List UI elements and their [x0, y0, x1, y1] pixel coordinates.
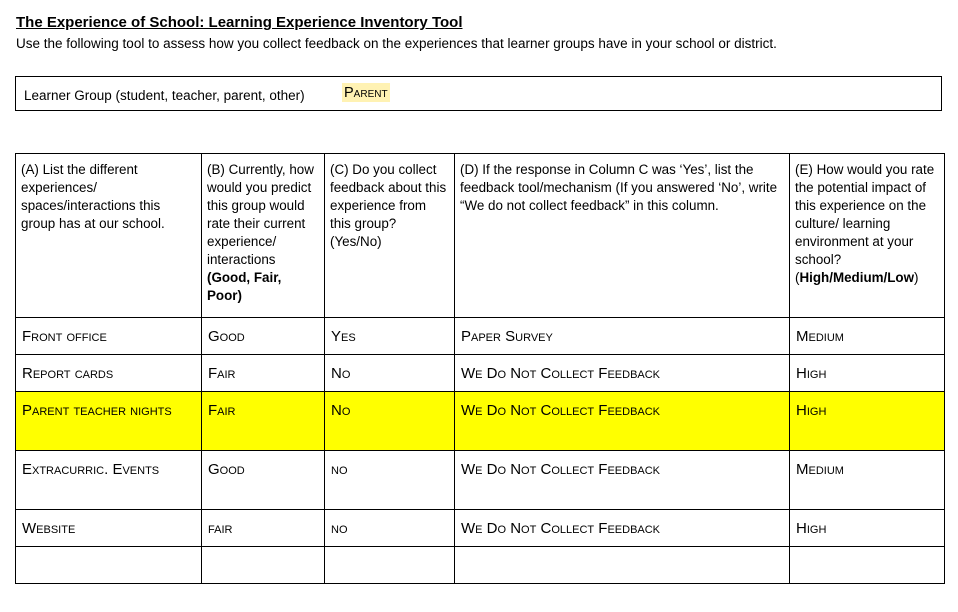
header-col-b-options: (Good, Fair, Poor)	[207, 270, 282, 303]
header-col-d: (D) If the response in Column C was ‘Yes’, list the feedback tool/mechanism (If you answered ‘No’, write “We do not collect feedback” in this column.	[455, 154, 790, 318]
header-col-c: (C) Do you collect feedback about this experience from this group? (Yes/No)	[325, 154, 455, 318]
table-row-highlighted	[16, 392, 945, 451]
header-col-b-text: (B) Currently, how would you predict this group would rate their current experience/ interactions	[207, 162, 314, 267]
cell-rating[interactable]	[202, 547, 325, 584]
cell-experience[interactable]	[16, 547, 202, 584]
cell-rating[interactable]: Good	[202, 318, 325, 355]
cell-collect[interactable]: Yes	[325, 318, 455, 355]
cell-impact[interactable]: High	[790, 392, 945, 451]
cell-tool[interactable]: We Do Not Collect Feedback	[455, 392, 790, 451]
cell-impact[interactable]: High	[790, 355, 945, 392]
cell-experience[interactable]: Front office	[16, 318, 202, 355]
cell-rating[interactable]: Fair	[202, 392, 325, 451]
table-row	[16, 451, 945, 510]
inventory-table	[15, 153, 945, 584]
cell-impact[interactable]: Medium	[790, 318, 945, 355]
cell-collect[interactable]	[325, 547, 455, 584]
cell-tool[interactable]: We Do Not Collect Feedback	[455, 451, 790, 510]
cell-tool[interactable]: Paper Survey	[455, 318, 790, 355]
table-row-empty	[16, 547, 945, 584]
cell-tool[interactable]: We Do Not Collect Feedback	[455, 510, 790, 547]
cell-collect[interactable]: No	[325, 392, 455, 451]
learner-group-box	[15, 76, 942, 111]
cell-experience[interactable]: Parent teacher nights	[16, 392, 202, 451]
cell-rating[interactable]: Fair	[202, 355, 325, 392]
header-col-e-options: High/Medium/Low	[799, 270, 915, 285]
header-col-e-text: (E) How would you rate the potential impact of this experience on the culture/ learning environment at your school?	[795, 162, 935, 267]
header-col-e-close: )	[914, 270, 919, 285]
page-subtitle: Use the following tool to assess how you collect feedback on the experiences that learner groups have in your school or district.	[16, 36, 777, 51]
table-header-row	[16, 154, 945, 318]
cell-tool[interactable]	[455, 547, 790, 584]
cell-experience[interactable]: Extracurric. Events	[16, 451, 202, 510]
cell-experience[interactable]: Report cards	[16, 355, 202, 392]
cell-impact[interactable]: High	[790, 510, 945, 547]
cell-collect[interactable]: no	[325, 510, 455, 547]
cell-experience[interactable]: Website	[16, 510, 202, 547]
cell-rating[interactable]: fair	[202, 510, 325, 547]
cell-impact[interactable]	[790, 547, 945, 584]
cell-collect[interactable]: No	[325, 355, 455, 392]
cell-impact[interactable]: Medium	[790, 451, 945, 510]
header-col-b	[202, 154, 325, 318]
header-col-a: (A) List the different experiences/ spaces/interactions this group has at our school.	[16, 154, 202, 318]
learner-group-label: Learner Group (student, teacher, parent, other)	[24, 88, 305, 103]
learner-group-value[interactable]: Parent	[344, 85, 388, 101]
table-row	[16, 318, 945, 355]
page-title: The Experience of School: Learning Experience Inventory Tool	[16, 14, 463, 31]
cell-collect[interactable]: no	[325, 451, 455, 510]
cell-tool[interactable]: We Do Not Collect Feedback	[455, 355, 790, 392]
cell-rating[interactable]: Good	[202, 451, 325, 510]
header-col-e-open: (	[795, 270, 800, 285]
table-row	[16, 355, 945, 392]
table-row	[16, 510, 945, 547]
header-col-e	[790, 154, 945, 318]
